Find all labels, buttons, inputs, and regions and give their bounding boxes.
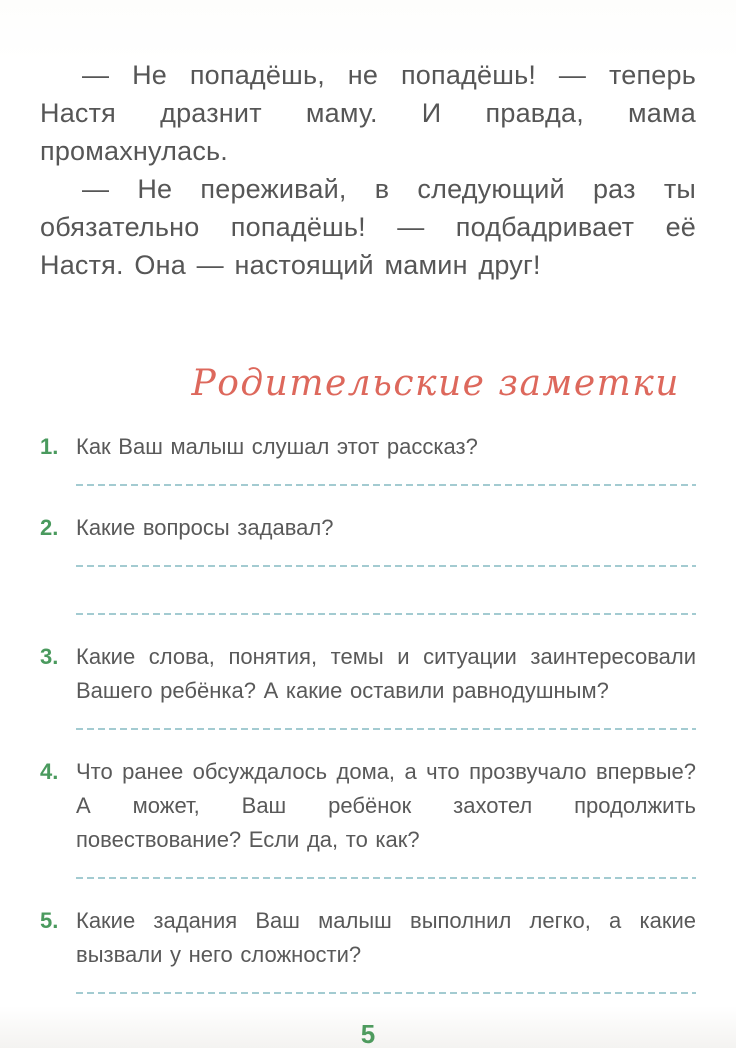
question-text: Какие задания Ваш малыш выполнил легко, а какие вызвали у него сложности? (76, 908, 696, 967)
section-title: Родительские заметки (191, 363, 680, 404)
answer-line (76, 728, 696, 730)
question-number: 2. (40, 515, 59, 540)
page-number: 5 (360, 1019, 376, 1049)
question-item (40, 430, 696, 486)
story-section (40, 56, 696, 284)
answer-line (76, 992, 696, 994)
question-item (40, 904, 696, 994)
answer-line (76, 877, 696, 879)
questions-list (40, 430, 696, 994)
question-item (40, 755, 696, 879)
question-item (40, 511, 696, 615)
question-number: 1. (40, 434, 59, 459)
question-row (40, 904, 696, 972)
answer-line (76, 565, 696, 567)
question-row (40, 511, 696, 545)
question-text: Какие слова, понятия, темы и ситуации заинтересовали Вашего ребёнка? А какие оставили равнодушным? (76, 644, 696, 703)
question-number: 5. (40, 908, 59, 933)
question-row (40, 755, 696, 857)
question-number: 3. (40, 644, 59, 669)
question-item (40, 640, 696, 730)
answer-line (76, 484, 696, 486)
question-text: Что ранее обсуждалось дома, а что прозвучало впервые? А может, Ваш ребёнок захотел продолжить повествование? Если да, то как? (76, 759, 696, 852)
question-number: 4. (40, 759, 59, 784)
answer-line (76, 613, 696, 615)
question-text: Как Ваш малыш слушал этот рассказ? (76, 434, 478, 459)
story-paragraph: — Не попадёшь, не попадёшь! — теперь Настя дразнит маму. И правда, мама промахнулась. (40, 60, 696, 166)
question-row (40, 430, 696, 464)
question-row (40, 640, 696, 708)
story-paragraph: — Не переживай, в следующий раз ты обязательно попадёшь! — подбадривает её Настя. Она — настоящий мамин друг! (40, 174, 696, 280)
question-text: Какие вопросы задавал? (76, 515, 334, 540)
